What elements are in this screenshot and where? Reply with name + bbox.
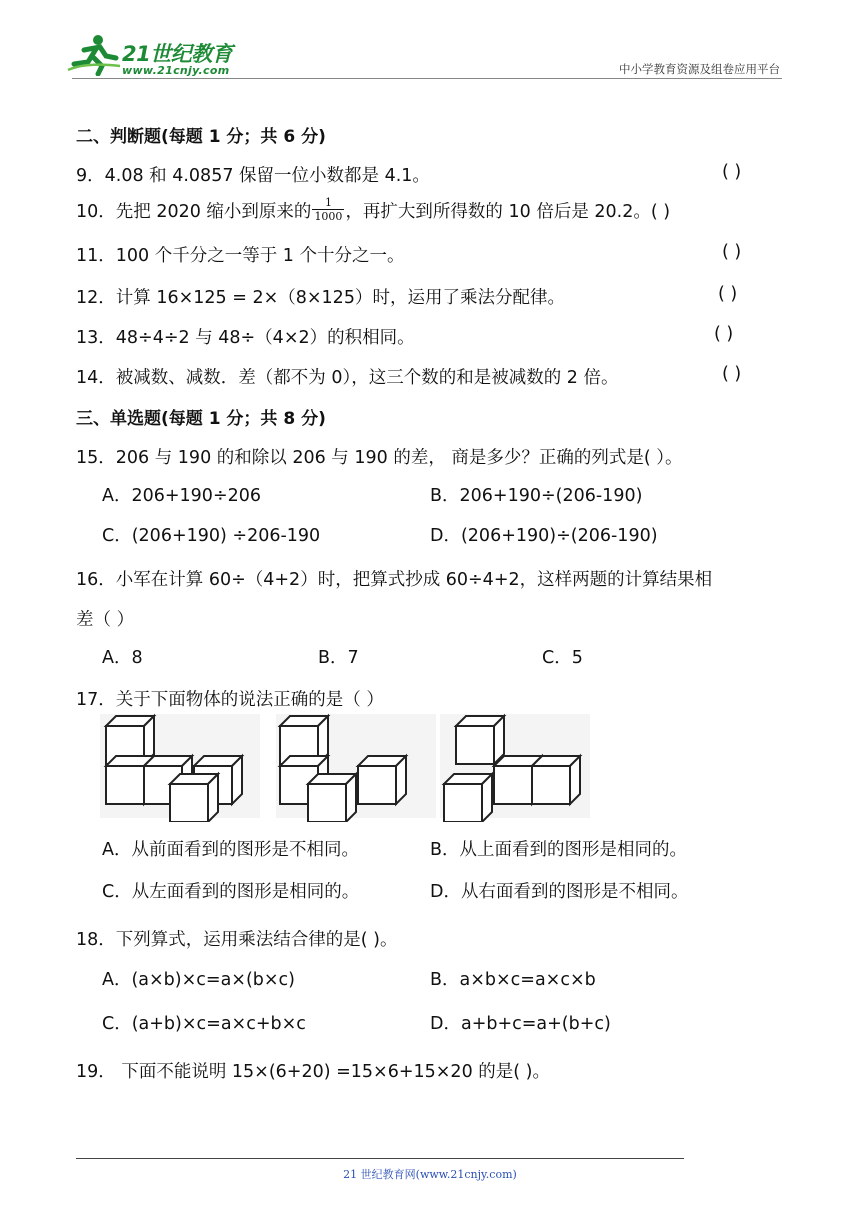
- option-16-c: C．5: [542, 648, 583, 668]
- section-title-single-choice: 三、单选题(每题 1 分；共 8 分): [76, 409, 326, 429]
- option-17-c: C．从左面看到的图形是相同的。: [102, 882, 360, 902]
- section-title-judgment: 二、判断题(每题 1 分；共 6 分): [76, 127, 326, 147]
- option-16-a: A．8: [102, 648, 143, 668]
- answer-paren-9: ( ): [722, 162, 742, 182]
- question-10-text-before: 10．先把 2020 缩小到原来的: [76, 202, 312, 222]
- option-18-d: D．a+b+c=a+(b+c): [430, 1014, 611, 1034]
- option-18-c: C．(a+b)×c=a×c+b×c: [102, 1014, 306, 1034]
- footer-text: 21 世纪教育网(www.21cnjy.com): [343, 1168, 517, 1181]
- question-12: 12．计算 16×125 = 2×（8×125）时，运用了乘法分配律。: [76, 288, 565, 308]
- question-13: 13．48÷4÷2 与 48÷（4×2）的积相同。: [76, 328, 415, 348]
- option-17-d: D．从右面看到的图形是不相同。: [430, 882, 689, 902]
- option-15-d: D．(206+190)÷(206-190): [430, 526, 658, 546]
- cube-figures: [100, 712, 590, 822]
- cube-figure-2: [276, 714, 436, 822]
- logo-text: 21世纪教育: [122, 42, 233, 66]
- option-18-a: A．(a×b)×c=a×(b×c): [102, 970, 296, 990]
- option-15-c: C．(206+190) ÷206-190: [102, 526, 321, 546]
- option-18-b: B．a×b×c=a×c×b: [430, 970, 596, 990]
- logo-url: www.21cnjy.com: [122, 64, 230, 77]
- question-9: 9．4.08 和 4.0857 保留一位小数都是 4.1。: [76, 166, 430, 186]
- answer-paren-11: ( ): [722, 242, 742, 262]
- question-16-line2: 差（ ）: [76, 610, 135, 630]
- question-17: 17．关于下面物体的说法正确的是（ ）: [76, 690, 384, 710]
- question-16-line1: 16．小军在计算 60÷（4+2）时，把算式抄成 60÷4+2，这样两题的计算结果相: [76, 570, 713, 590]
- question-10: [76, 195, 671, 226]
- header-divider: [72, 78, 782, 79]
- platform-name: 中小学教育资源及组卷应用平台: [619, 62, 780, 76]
- brand-logo: [66, 30, 256, 80]
- option-16-b: B．7: [318, 648, 359, 668]
- question-14: 14．被减数、减数．差（都不为 0），这三个数的和是被减数的 2 倍。: [76, 368, 619, 388]
- footer-divider: [76, 1158, 684, 1159]
- cube-figure-1: [100, 714, 260, 822]
- cube-figure-3: [440, 714, 590, 822]
- question-15: 15．206 与 190 的和除以 206 与 190 的差， 商是多少？正确的列式是( ）。: [76, 448, 683, 468]
- answer-paren-13: ( ): [714, 324, 734, 344]
- runner-logo-icon: [66, 32, 122, 76]
- fraction-denominator: 1000: [314, 209, 343, 223]
- fraction-numerator: 1: [312, 196, 344, 210]
- question-10-text-after: ，再扩大到所得数的 10 倍后是 20.2。( ): [345, 202, 671, 222]
- question-11: 11．100 个千分之一等于 1 个十分之一。: [76, 246, 405, 266]
- option-15-a: A．206+190÷206: [102, 486, 262, 506]
- answer-paren-14: ( ): [722, 364, 742, 384]
- option-15-b: B．206+190÷(206-190): [430, 486, 643, 506]
- fraction-1-over-1000: [312, 196, 344, 223]
- option-17-a: A．从前面看到的图形是不相同。: [102, 840, 359, 860]
- answer-paren-12: ( ): [718, 284, 738, 304]
- question-19: 19． 下面不能说明 15×(6+20) =15×6+15×20 的是( )。: [76, 1062, 550, 1082]
- question-18: 18．下列算式，运用乘法结合律的是( )。: [76, 930, 398, 950]
- option-17-b: B．从上面看到的图形是相同的。: [430, 840, 688, 860]
